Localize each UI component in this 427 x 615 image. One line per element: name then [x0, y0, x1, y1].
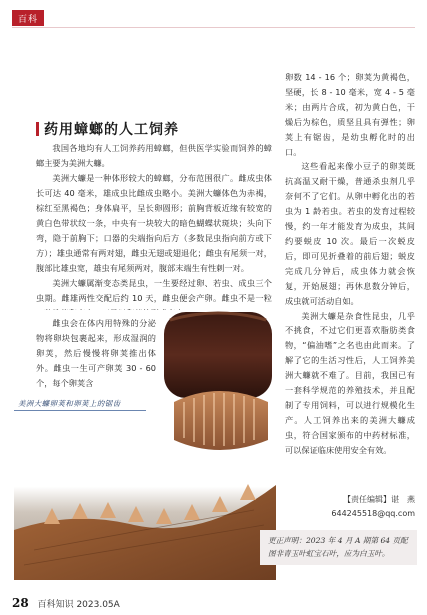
- editor-name: 【责任编辑】谌 燕: [343, 495, 415, 504]
- paragraph-wrap: 雌虫会在体内用特殊的分泌物将卵块包裹起来，形成湿润的卵荚，然后慢慢将卵荚推出体外。雌虫一生可产卵荚 30 - 60 个，每个卵荚含: [36, 318, 156, 388]
- left-column-wrap: [36, 316, 272, 391]
- editor-credit: [285, 493, 415, 521]
- section-tag: 百科: [12, 10, 44, 26]
- paragraph: 美洲大蠊是杂食性昆虫，几乎不挑食，不过它们更喜欢脂肪类食物，“偏油嗜”之名也由此而来。了解了它的生活习性后，人工饲养美洲大蠊就不难了。目前，我国已有一套科学规范的养殖技术，并且配制了专用饲料，可以进行规模化生产。人工饲养出来的美洲大蠊成虫，符合国家颁布的中药材标准，可以保证临床使用安全有效。: [285, 310, 415, 455]
- title-accent-bar: [36, 122, 39, 136]
- section-rule: [12, 27, 415, 28]
- paragraph: 美洲大蠊属渐变态类昆虫，一生要经过卵、若虫、成虫三个虫期。雌雄两性交配后约 10 天，雌虫便会产卵。雌虫不是一粒: [36, 278, 272, 303]
- paragraph: 卵数 14 - 16 个；卵荚为黄褐色，坚硬，长 8 - 10 毫米，宽 4 - 5 毫米；由两片合成，初为黄白色，干燥后为棕色，质坚且具有弹性；卵荚上有锯齿，是幼虫孵化时的出口。: [285, 72, 415, 157]
- paragraph: 这些看起来像小豆子的卵荚既抗高温又耐干燥，普通杀虫剂几乎奈何不了它们。从卵中孵化出的若虫为 1 龄若虫。若虫的发育过程较慢，约一年才能发育为成虫，其间约要蜕皮 10 次。最后一次蜕皮后，即可见折叠着的前后翅；蜕皮完成几分钟后，成虫体力就会恢复，开始展翅；再休息数分钟后，成虫就可活动自如。: [285, 161, 415, 306]
- left-column: [36, 141, 272, 321]
- right-column: [285, 70, 415, 458]
- paragraph: 我国各地均有人工饲养药用蟑螂，但供医学实验而饲养的蟑螂主要为美洲大蠊。: [36, 143, 272, 168]
- article-title: 药用蟑螂的人工饲养: [44, 122, 179, 138]
- editor-email: 644245518@qq.com: [331, 509, 415, 518]
- journal-issue: 百科知识 2023.05A: [37, 600, 120, 610]
- paragraph: 美洲大蠊是一种体形较大的蟑螂，分布范围很广。雌成虫体长可达 40 毫米，雄成虫比雌成虫略小。美洲大蠊体色为赤褐，棕红至黑褐色；身体扁平，呈长卵圆形；前胸背板近缘有较宽的黄白色带状纹一条，中央有一块较大的暗色蝴蝶状斑块；头向下弯，隐于前胸下；口器的尖端指向后方（多数昆虫指向前方或下方）；雄虫通常有两对翅，雌虫无翅或翅退化；雌虫有尾须一对，腹部比雄虫宽，雄虫有尾须两对，腹部末端生有性刺一对。: [36, 173, 272, 273]
- page-footer: [12, 596, 120, 610]
- caption-rule: [14, 410, 146, 411]
- correction-note: 更正声明：2023 年 4 月 A 期第 64 页配图非青玉叶虹宝石叶，应为白玉叶。: [260, 530, 417, 565]
- photo-caption: 美洲大蠊卵荚和卵荚上的锯齿: [18, 399, 121, 408]
- page-number: 28: [12, 596, 29, 610]
